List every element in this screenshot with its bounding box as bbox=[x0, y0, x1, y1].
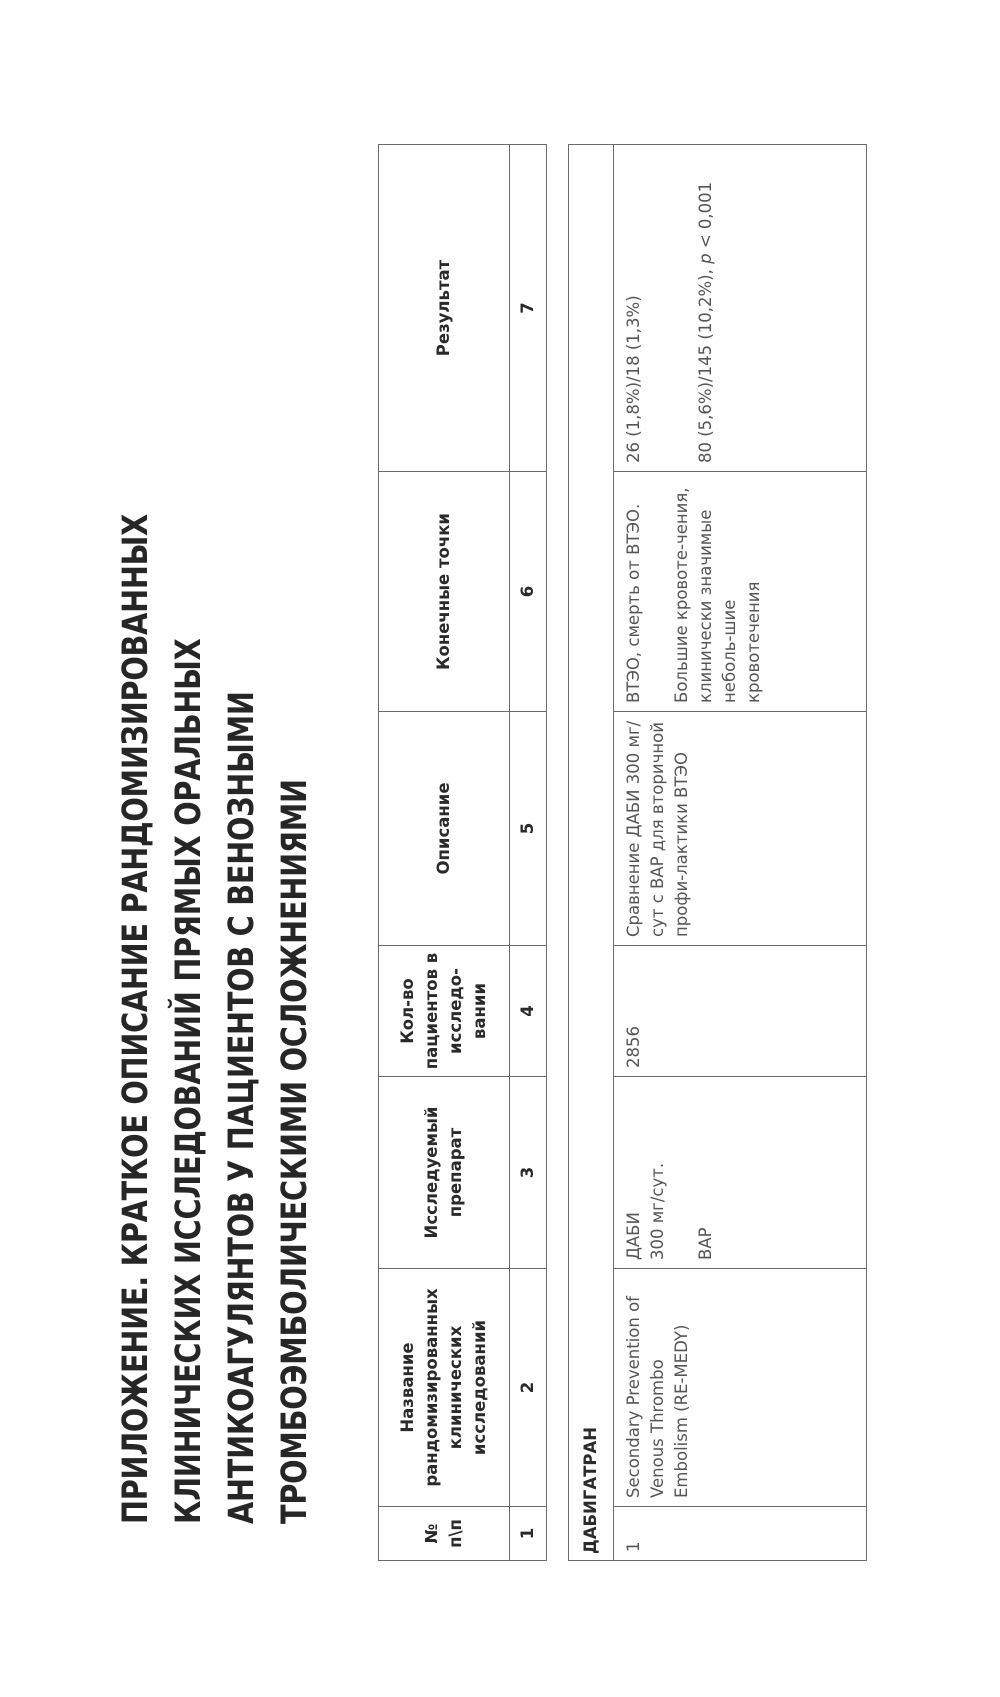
header-cell-patients: Кол-во пациентов в исследо-вании bbox=[379, 946, 510, 1077]
endpoint-safety: Большие кровоте-чения, клинически значимые неболь-шие кровотечения bbox=[672, 487, 763, 703]
header-cell-result: Результат bbox=[379, 145, 510, 472]
result-safety-values: 80 (5,6%)/145 (10,2%), bbox=[696, 263, 715, 463]
cell-result bbox=[614, 145, 867, 472]
cell-drug bbox=[614, 1077, 867, 1269]
trials-table bbox=[378, 144, 867, 1561]
result-primary: 26 (1,8%)/18 (1,3%) bbox=[624, 295, 643, 463]
header-cell-trial-name: Название рандомизированных клинических исследований bbox=[379, 1269, 510, 1507]
title-line: ТРОМБОЭМБОЛИЧЕСКИМИ ОСЛОЖНЕНИЯМИ bbox=[275, 779, 315, 1524]
title-line: КЛИНИЧЕСКИХ ИССЛЕДОВАНИЙ ПРЯМЫХ ОРАЛЬНЫХ bbox=[169, 638, 209, 1524]
p-value-threshold: < 0,001 bbox=[696, 181, 715, 254]
title-line: АНТИКОАГУЛЯНТОВ У ПАЦИЕНТОВ С ВЕНОЗНЫМИ bbox=[222, 691, 262, 1524]
p-value-symbol: p bbox=[696, 253, 715, 264]
group-row bbox=[569, 145, 614, 1561]
drug-line: ВАР bbox=[696, 1227, 715, 1260]
spacer-cell bbox=[547, 145, 569, 1561]
column-number: 5 bbox=[510, 712, 547, 946]
header-cell-endpoints: Конечные точки bbox=[379, 472, 510, 712]
group-label-dabigatran: ДАБИГАТРАН bbox=[569, 145, 614, 1561]
header-cell-drug: Исследуемый препарат bbox=[379, 1077, 510, 1269]
cell-description: Сравнение ДАБИ 300 мг/сут с ВАР для вторичной профи-лактики ВТЭО bbox=[614, 712, 867, 946]
column-number: 2 bbox=[510, 1269, 547, 1507]
result-safety bbox=[694, 153, 718, 463]
header-cell-description: Описание bbox=[379, 712, 510, 946]
cell-endpoints bbox=[614, 472, 867, 712]
cell-patients: 2856 bbox=[614, 946, 867, 1077]
column-number: 4 bbox=[510, 946, 547, 1077]
endpoint-primary: ВТЭО, смерть от ВТЭО. bbox=[624, 503, 643, 703]
drug-line: ДАБИ bbox=[624, 1212, 643, 1260]
drug-line: 300 мг/сут. bbox=[648, 1162, 667, 1260]
column-number-row bbox=[510, 145, 547, 1561]
column-number: 3 bbox=[510, 1077, 547, 1269]
spacer-row bbox=[547, 145, 569, 1561]
cell-trial-name: Secondary Prevention of Venous Thrombo Embolism (RE-MEDY) bbox=[614, 1269, 867, 1507]
column-number: 1 bbox=[510, 1507, 547, 1561]
cell-number: 1 bbox=[614, 1507, 867, 1561]
header-row bbox=[379, 145, 510, 1561]
table-row bbox=[614, 145, 867, 1561]
column-number: 7 bbox=[510, 145, 547, 472]
appendix-title bbox=[110, 392, 322, 1524]
header-cell-number: № п\п bbox=[379, 1507, 510, 1561]
title-line: ПРИЛОЖЕНИЕ. КРАТКОЕ ОПИСАНИЕ РАНДОМИЗИРОВАННЫХ bbox=[116, 514, 156, 1524]
column-number: 6 bbox=[510, 472, 547, 712]
